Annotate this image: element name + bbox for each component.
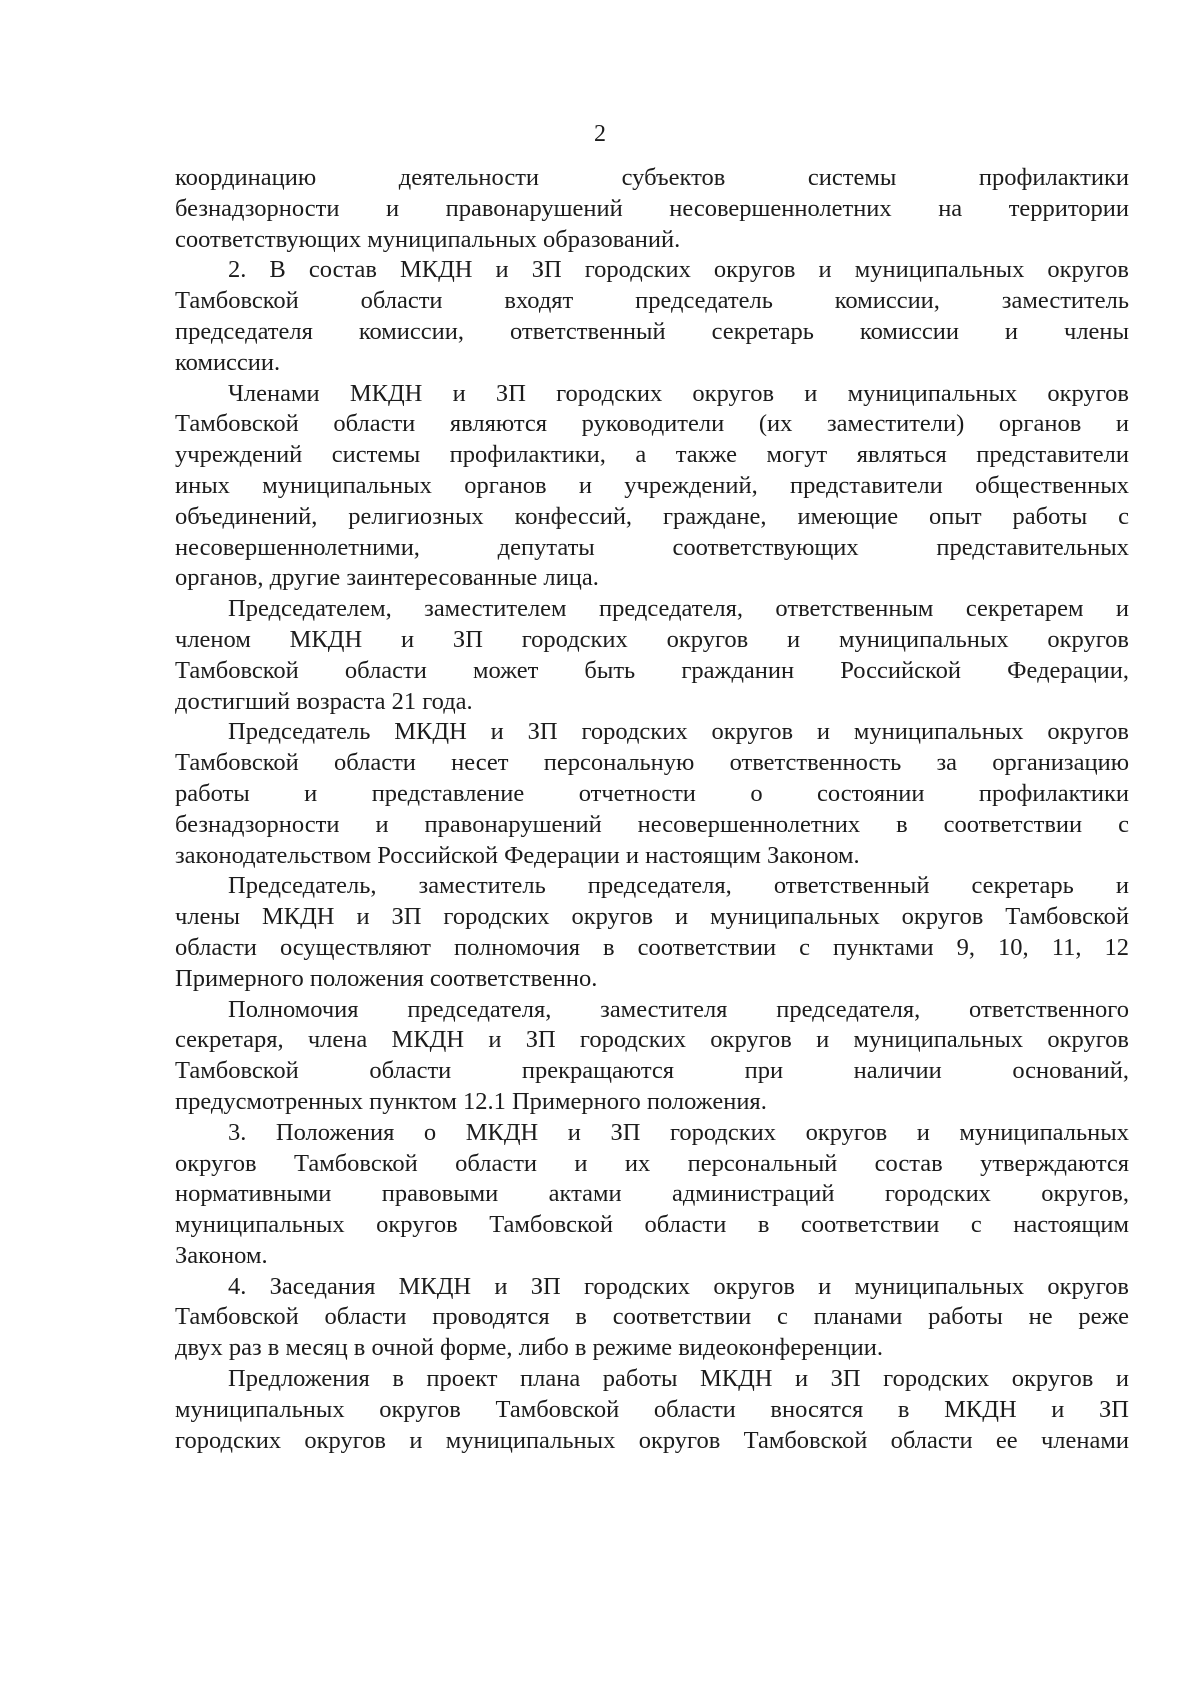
document-body xyxy=(175,163,1129,1456)
text-line: безнадзорности и правонарушений несовершеннолетних на территории xyxy=(175,194,1129,222)
text-line: предусмотренных пунктом 12.1 Примерного положения. xyxy=(175,1087,767,1115)
text-line: секретаря, члена МКДН и ЗП городских округов и муниципальных округов xyxy=(175,1026,1129,1054)
text-line: иных муниципальных органов и учреждений, представители общественных xyxy=(175,471,1129,499)
text-line: 4. Заседания МКДН и ЗП городских округов и муниципальных округов xyxy=(228,1272,1129,1300)
text-line: Тамбовской области прекращаются при наличии оснований, xyxy=(175,1057,1129,1085)
text-line: области осуществляют полномочия в соответствии с пунктами 9, 10, 11, 12 xyxy=(175,933,1129,961)
text-line: координацию деятельности субъектов системы профилактики xyxy=(175,164,1129,191)
text-line: Председателем, заместителем председателя, ответственным секретарем и xyxy=(228,595,1129,623)
text-line: несовершеннолетними, депутаты соответствующих представительных xyxy=(175,533,1129,561)
text-line: Членами МКДН и ЗП городских округов и муниципальных округов xyxy=(228,379,1129,407)
text-line: Законом. xyxy=(175,1241,268,1269)
text-line: председателя комиссии, ответственный секретарь комиссии и члены xyxy=(175,317,1129,345)
text-line: 2. В состав МКДН и ЗП городских округов и муниципальных округов xyxy=(228,256,1129,284)
text-line: безнадзорности и правонарушений несовершеннолетних в соответствии с xyxy=(175,810,1129,838)
text-line: 3. Положения о МКДН и ЗП городских округов и муниципальных xyxy=(228,1118,1129,1146)
text-line: достигший возраста 21 года. xyxy=(175,687,473,715)
text-line: Председатель, заместитель председателя, ответственный секретарь и xyxy=(228,872,1129,900)
text-line: муниципальных округов Тамбовской области в соответствии с настоящим xyxy=(175,1211,1129,1239)
text-line: члены МКДН и ЗП городских округов и муниципальных округов Тамбовской xyxy=(175,903,1129,931)
text-line: Примерного положения соответственно. xyxy=(175,964,598,992)
text-line: комиссии. xyxy=(175,348,281,376)
text-line: Тамбовской области входят председатель комиссии, заместитель xyxy=(175,287,1129,315)
text-line: Тамбовской области несет персональную ответственность за организацию xyxy=(175,749,1129,777)
text-line: городских округов и муниципальных округов Тамбовской области ее членами xyxy=(175,1426,1129,1454)
text-line: Председатель МКДН и ЗП городских округов и муниципальных округов xyxy=(228,718,1129,746)
text-line: двух раз в месяц в очной форме, либо в режиме видеоконференции. xyxy=(175,1334,883,1362)
text-line: работы и представление отчетности о состоянии профилактики xyxy=(175,779,1129,807)
text-line: муниципальных округов Тамбовской области вносятся в МКДН и ЗП xyxy=(175,1395,1129,1423)
text-line: Тамбовской области может быть гражданин Российской Федерации, xyxy=(175,656,1129,684)
text-line: объединений, религиозных конфессий, граждане, имеющие опыт работы с xyxy=(175,502,1129,530)
text-line: органов, другие заинтересованные лица. xyxy=(175,564,599,592)
text-line: Тамбовской области проводятся в соответствии с планами работы не реже xyxy=(175,1303,1129,1331)
text-line: учреждений системы профилактики, а также могут являться представители xyxy=(175,441,1129,469)
page-number: 2 xyxy=(594,121,606,147)
text-line: соответствующих муниципальных образований. xyxy=(175,225,681,253)
text-line: Тамбовской области являются руководители (их заместители) органов и xyxy=(175,410,1129,438)
text-line: законодательством Российской Федерации и настоящим Законом. xyxy=(175,841,860,869)
text-line: Предложения в проект плана работы МКДН и ЗП городских округов и xyxy=(228,1365,1129,1393)
text-line: нормативными правовыми актами администраций городских округов, xyxy=(175,1180,1129,1208)
text-line: Полномочия председателя, заместителя председателя, ответственного xyxy=(228,995,1129,1023)
text-line: округов Тамбовской области и их персональный состав утверждаются xyxy=(175,1149,1129,1177)
text-line: членом МКДН и ЗП городских округов и муниципальных округов xyxy=(175,625,1129,653)
